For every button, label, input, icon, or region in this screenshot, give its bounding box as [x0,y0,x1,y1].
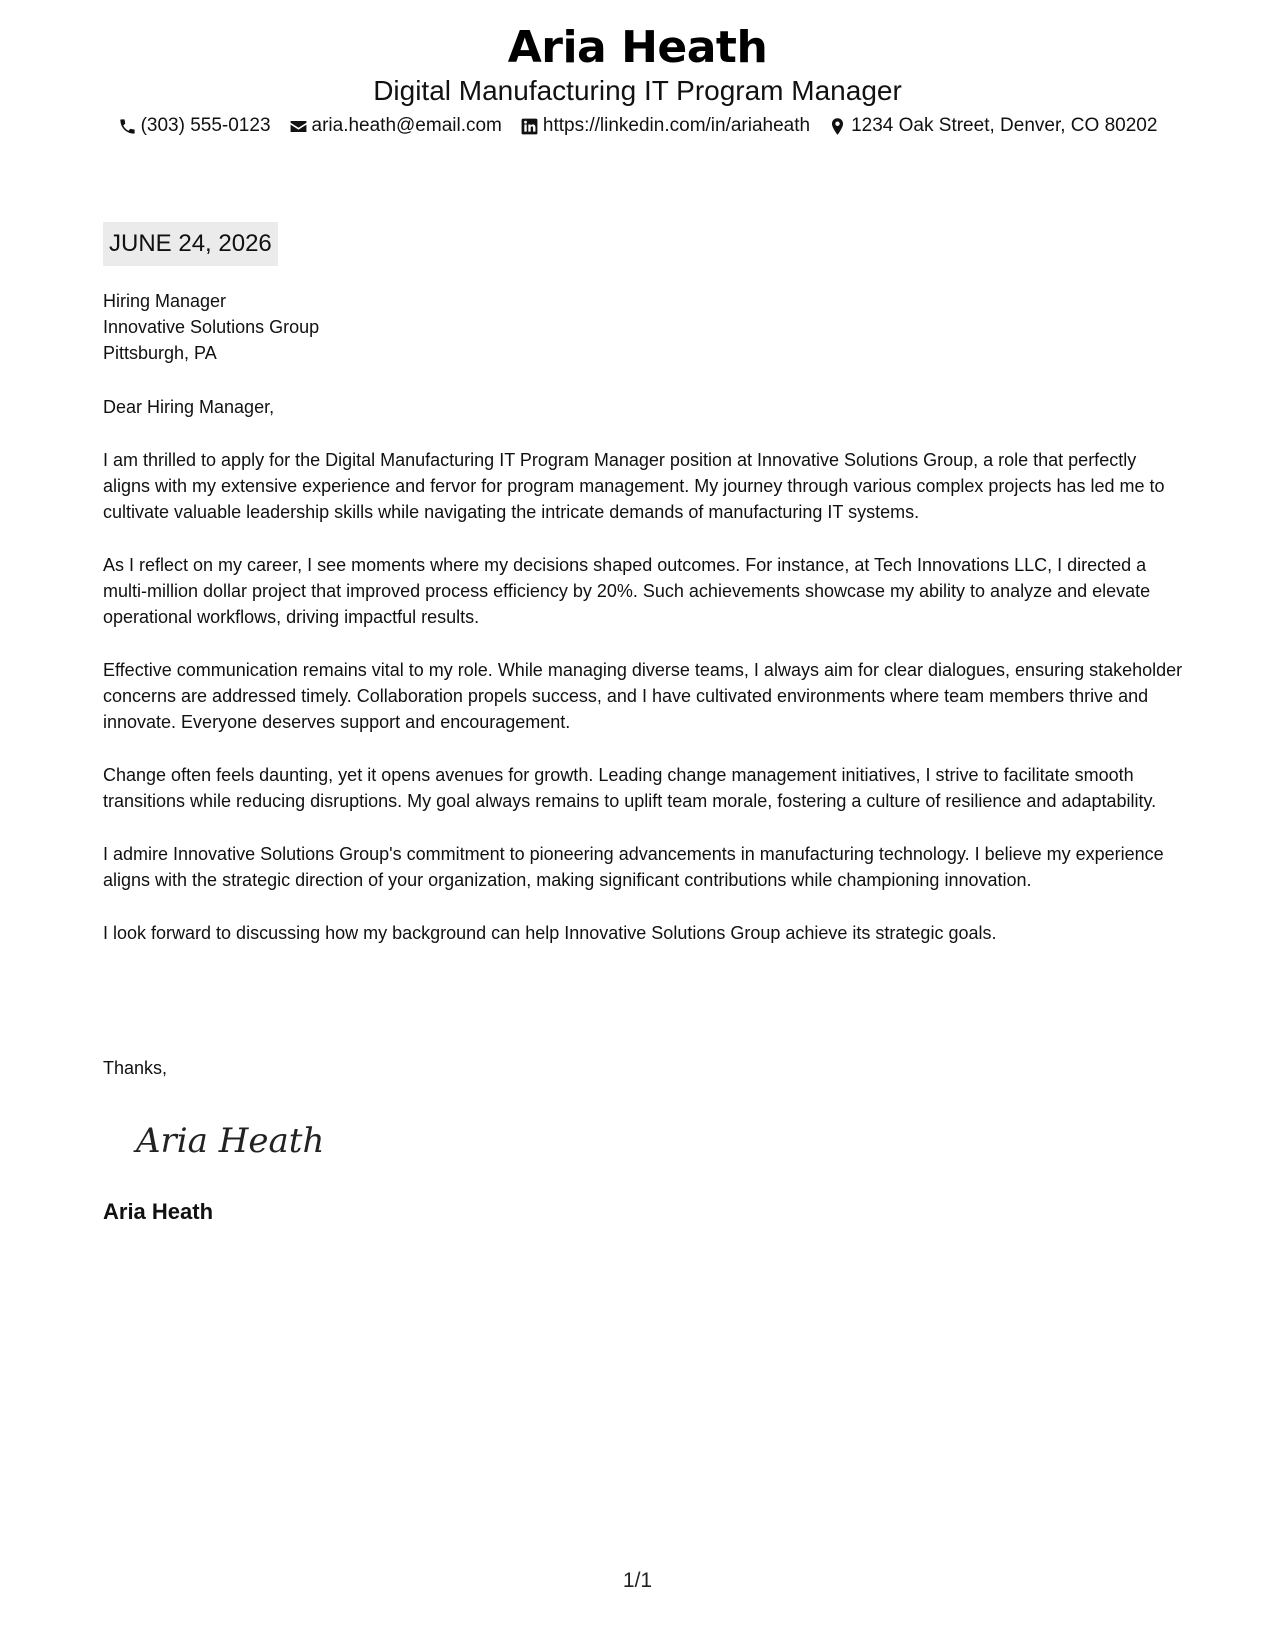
salutation: Dear Hiring Manager, [103,397,275,417]
contact-phone [118,114,271,138]
body-paragraph: I look forward to discussing how my background can help Innovative Solutions Group achieve its strategic goals. [103,923,997,943]
contact-row [0,114,1275,138]
contact-linkedin [520,114,810,138]
letter-date: JUNE 24, 2026 [103,222,278,266]
recipient-line: Hiring Manager [103,291,227,311]
linkedin-icon [520,117,539,136]
linkedin-text: https://linkedin.com/in/ariaheath [542,115,811,136]
phone-text: (303) 555-0123 [140,115,271,136]
recipient-location: Pittsburgh, PA [103,343,217,363]
applicant-name: Aria Heath [507,22,768,73]
address-text: 1234 Oak Street, Denver, CO 80202 [851,115,1158,136]
envelope-icon [289,117,308,136]
signer-name: Aria Heath [103,1199,214,1224]
applicant-job-title: Digital Manufacturing IT Program Manager [373,75,902,106]
body-paragraph: As I reflect on my career, I see moments where my decisions shaped outcomes. For instance, at Tech Innovations LLC, I directed a multi-million dollar project that improved process efficiency by 20%. Such achievements showcase my ability to analyze and elevate operational workflows, driving impactful results. [103,555,1151,627]
contact-email [289,114,502,138]
page-number: 1/1 [622,1569,653,1592]
handwritten-signature [132,1108,332,1168]
body-paragraph: I am thrilled to apply for the Digital Manufacturing IT Program Manager position at Innovative Solutions Group, a role that perfectly aligns with my extensive experience and fervor for program management. My journey through various complex projects has led me to cultivate valuable leadership skills while navigating the intricate demands of manufacturing IT systems. [103,450,1165,522]
phone-icon [118,117,137,136]
recipient-block [103,288,319,366]
signature-text: Aria Heath [136,1121,325,1161]
contact-address [828,114,1157,138]
body-paragraph: Change often feels daunting, yet it opens avenues for growth. Leading change management initiatives, I strive to facilitate smooth transitions while reducing disruptions. My goal always remains to uplift team morale, fostering a culture of resilience and adaptability. [103,765,1157,811]
map-pin-icon [828,117,847,136]
email-text: aria.heath@email.com [311,115,502,136]
closing-line: Thanks, [103,1058,168,1078]
body-paragraph: Effective communication remains vital to my role. While managing diverse teams, I always aim for clear dialogues, ensuring stakeholder concerns are addressed timely. Collaboration propels success, and I have cultivated environments where team members thrive and innovate. Everyone deserves support and encouragement. [103,660,1183,732]
recipient-company: Innovative Solutions Group [103,317,320,337]
letter-body [103,394,1183,973]
letter-header [0,22,1275,138]
body-paragraph: I admire Innovative Solutions Group's commitment to pioneering advancements in manufacturing technology. I believe my experience aligns with the strategic direction of your organization, making significant contributions while championing innovation. [103,844,1164,890]
